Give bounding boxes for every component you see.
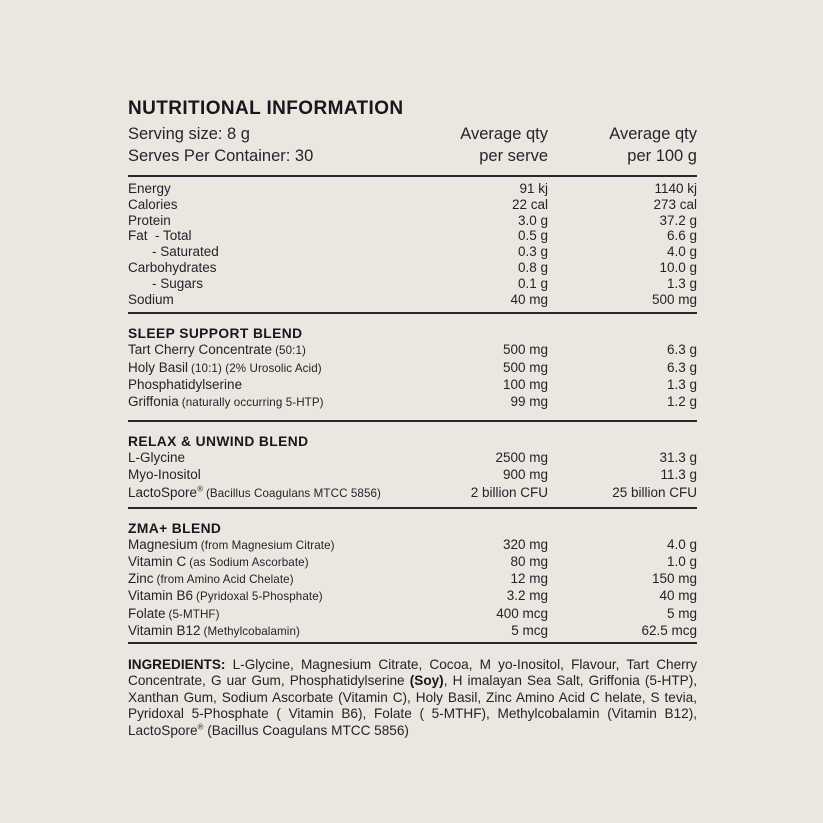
value-per-serve: 320 mg [502, 536, 548, 552]
value-per-100g: 6.3 g [666, 359, 697, 375]
value-per-100g: 37.2 g [659, 212, 697, 228]
value-per-serve: 0.1 g [517, 275, 548, 291]
table-row [128, 485, 697, 502]
row-name: Calories [128, 196, 178, 212]
value-per-serve: 99 mg [510, 393, 548, 409]
nutrition-rows [128, 181, 697, 307]
table-row [128, 588, 697, 605]
value-per-serve: 22 cal [511, 196, 548, 212]
value-per-100g: 6.3 g [666, 342, 697, 358]
row-note: (as Sodium Ascorbate) [189, 556, 309, 569]
section-divider [128, 507, 697, 509]
table-row [128, 377, 697, 394]
value-per-100g: 1.2 g [666, 393, 697, 409]
row-name: - Saturated [152, 244, 219, 260]
ingredients-text: , H imalayan Sea Salt, Griffonia (5-HTP), Xanthan Gum, Sodium Ascorbate (Vitamin C), Holy Basil, Zinc Amino Acid C helate, S tevia, Pyridoxal 5-Phosphate ( Vitamin B6), Folate ( 5-MTHF), Methylcobalamin (Vitamin B12), LactoSpore [128, 673, 697, 738]
label-content [128, 98, 697, 739]
row-name: Carbohydrates [128, 259, 217, 275]
value-per-100g: 4.0 g [666, 536, 697, 552]
row-note: (naturally occurring 5-HTP) [181, 395, 324, 409]
ingredients-soy-allergen: (Soy) [409, 673, 444, 689]
value-per-serve: 100 mg [502, 376, 548, 392]
row-name: Phosphatidylserine [128, 376, 243, 392]
table-row [128, 276, 697, 292]
table-row [128, 360, 697, 377]
value-per-100g: 1.3 g [666, 376, 697, 392]
table-row [128, 571, 697, 588]
value-per-serve: 500 mg [502, 342, 548, 358]
row-name: L-Glycine [128, 450, 186, 466]
row-name: Magnesium [128, 536, 198, 552]
value-per-100g: 6.6 g [666, 228, 697, 244]
value-per-100g: 1140 kj [654, 181, 697, 196]
value-per-100g: 4.0 g [666, 244, 697, 260]
value-per-100g: 11.3 g [660, 467, 697, 483]
row-note: (Methylcobalamin) [203, 624, 300, 638]
row-name: Myo-Inositol [128, 467, 201, 483]
sleep-support-rows [128, 342, 697, 411]
table-row [128, 450, 697, 467]
relax-unwind-rows [128, 450, 697, 502]
table-row [128, 213, 697, 229]
header-divider [128, 175, 697, 177]
table-row [128, 554, 697, 571]
row-note: (from Amino Acid Chelate) [156, 573, 294, 587]
value-per-serve: 12 mg [510, 571, 548, 587]
row-name: Holy Basil [128, 359, 189, 375]
row-name: Zinc [128, 571, 154, 587]
section-divider [128, 312, 697, 314]
table-row [128, 606, 697, 623]
ingredients-label: INGREDIENTS: [128, 657, 226, 673]
value-per-serve: 0.5 g [517, 228, 548, 244]
value-per-serve: 3.2 mg [506, 588, 548, 604]
value-per-serve: 5 mcg [511, 622, 548, 638]
serves-per-container: Serves Per Container: 30 [128, 147, 314, 165]
section-title-sleep-support: SLEEP SUPPORT BLEND [128, 326, 303, 342]
row-name: LactoSpore [128, 484, 198, 500]
value-per-100g: 31.3 g [659, 450, 697, 466]
value-per-serve: 400 mcg [496, 605, 548, 621]
row-name: Tart Cherry Concentrate [128, 342, 273, 358]
row-name: Vitamin B6 [128, 588, 194, 604]
row-name: Folate [128, 605, 166, 621]
value-per-serve: 40 mg [510, 291, 548, 307]
value-per-100g: 62.5 mcg [641, 622, 697, 638]
value-per-serve: 91 kj [519, 181, 548, 196]
section-divider [128, 420, 697, 422]
section-divider [128, 642, 697, 644]
row-note: (10:1) (2% Urosolic Acid) [191, 361, 322, 375]
column-header-per-serve: Average qty per serve [460, 125, 548, 165]
column-header-per-100g: Average qty per 100 g [609, 125, 697, 165]
serving-info [128, 123, 418, 167]
value-per-serve: 2500 mg [495, 450, 548, 466]
row-name: - Sugars [152, 275, 204, 291]
section-title-zma-blend: ZMA+ BLEND [128, 520, 222, 536]
serving-size: Serving size: 8 g [128, 125, 250, 143]
table-row [128, 394, 697, 411]
row-name: Vitamin C [128, 554, 187, 569]
row-name: Vitamin B12 [128, 622, 201, 638]
row-name: Griffonia [128, 393, 179, 409]
row-name: Protein [128, 212, 171, 228]
value-per-serve: 900 mg [502, 467, 548, 483]
table-row [128, 537, 697, 554]
value-per-serve: 500 mg [502, 359, 548, 375]
row-name: Energy [128, 181, 171, 196]
value-per-serve: 80 mg [510, 554, 548, 569]
zma-blend-rows [128, 537, 697, 640]
value-per-100g: 1.3 g [666, 275, 697, 291]
value-per-100g: 273 cal [653, 196, 697, 212]
table-row [128, 181, 697, 197]
table-row [128, 260, 697, 276]
table-row [128, 197, 697, 213]
row-note: (5-MTHF) [168, 607, 220, 621]
value-per-100g: 25 billion CFU [612, 484, 697, 500]
row-note: (50:1) [275, 344, 306, 358]
value-per-serve: 3.0 g [517, 212, 548, 228]
ingredients-paragraph [128, 657, 697, 739]
table-row [128, 342, 697, 359]
table-row [128, 623, 697, 640]
value-per-serve: 2 billion CFU [470, 484, 548, 500]
value-per-100g: 40 mg [659, 588, 697, 604]
row-name: Fat - Total [128, 228, 192, 244]
table-header [128, 123, 697, 167]
ingredients-text: (Bacillus Coagulans MTCC 5856) [203, 722, 409, 738]
value-per-100g: 10.0 g [659, 259, 697, 275]
ingredients-text: L-Glycine, Magnesium Citrate, Cocoa, M yo-Inositol, Flavour, Tart Cherry Concentrate, G uar Gum, Phosphatidylserine [128, 657, 697, 689]
row-note: (Pyridoxal 5-Phosphate) [196, 590, 323, 604]
row-note: (from Magnesium Citrate) [200, 538, 335, 552]
registered-trademark: ® [197, 484, 203, 494]
table-row [128, 244, 697, 260]
registered-trademark: ® [197, 722, 204, 732]
row-name: Sodium [128, 291, 174, 307]
table-row [128, 292, 697, 308]
value-per-serve: 0.8 g [517, 259, 548, 275]
table-row [128, 467, 697, 484]
value-per-serve: 0.3 g [517, 244, 548, 260]
page-title: NUTRITIONAL INFORMATION [128, 98, 404, 119]
value-per-100g: 500 mg [651, 291, 697, 307]
value-per-100g: 5 mg [666, 605, 697, 621]
section-title-relax-unwind: RELAX & UNWIND BLEND [128, 434, 309, 450]
row-note: (Bacillus Coagulans MTCC 5856) [205, 486, 382, 500]
value-per-100g: 1.0 g [666, 554, 697, 569]
table-row [128, 228, 697, 244]
value-per-100g: 150 mg [651, 571, 697, 587]
